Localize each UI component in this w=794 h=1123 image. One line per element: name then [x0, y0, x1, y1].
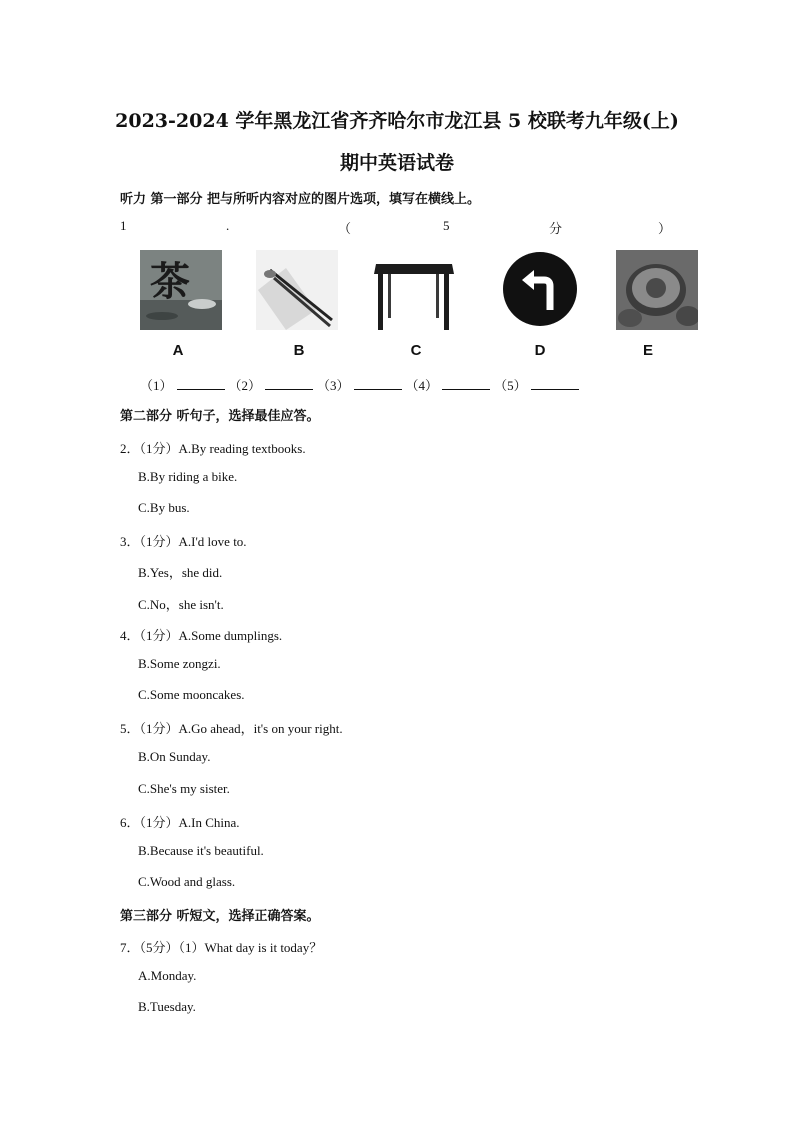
mooncake-image: [616, 250, 698, 330]
question-5-option-c: C.She's my sister.: [138, 781, 230, 796]
question-7-option-a: A.Monday.: [138, 968, 197, 983]
question-5-stem: 5．（1分）A.Go ahead，it's on your right.: [120, 721, 343, 736]
question-1-rparen: ）: [658, 221, 672, 236]
chopsticks-image: [256, 250, 338, 330]
question-3-stem: 3．（1分）A.I'd love to.: [120, 534, 247, 549]
turn-left-sign-image: [500, 250, 582, 330]
question-2-option-c: C.By bus.: [138, 500, 190, 515]
tea-glyph: 茶: [150, 259, 190, 305]
question-1-number: 1: [120, 218, 127, 233]
question-1-dot: .: [226, 218, 230, 233]
question-1-lparen: （: [338, 221, 352, 236]
answer-blank-2[interactable]: [265, 377, 313, 390]
blank-label-2: （2）: [228, 378, 262, 393]
part1-heading: 听力 第一部分 把与所听内容对应的图片选项，填写在横线上。: [120, 192, 481, 207]
blank-label-5: （5）: [494, 378, 527, 393]
question-7-stem: 7．（5分）（1）What day is it today？: [120, 940, 323, 955]
question-7-option-b: B.Tuesday.: [138, 999, 196, 1014]
part3-heading: 第三部分 听短文，选择正确答案。: [120, 909, 320, 924]
answer-blanks-row: [140, 375, 583, 394]
blank-label-4: （4）: [405, 378, 439, 393]
question-3-option-b: B.Yes，she did.: [138, 565, 223, 580]
question-4-stem: 4．（1分）A.Some dumplings.: [120, 628, 283, 643]
table-image: [374, 250, 456, 330]
blank-label-3: （3）: [317, 378, 350, 393]
blank-label-1: （1）: [140, 378, 173, 393]
question-6-option-c: C.Wood and glass.: [138, 874, 236, 889]
exam-title-line2: 期中英语试卷: [339, 152, 454, 174]
picture-label-c: C: [410, 342, 422, 359]
answer-blank-3[interactable]: [354, 377, 402, 390]
question-6-stem: 6．（1分）A.In China.: [120, 815, 240, 830]
question-5-option-b: B.On Sunday.: [138, 749, 211, 764]
question-6-option-b: B.Because it's beautiful.: [138, 843, 264, 858]
answer-blank-1[interactable]: [177, 377, 225, 390]
question-3-option-c: C.No，she isn't.: [138, 597, 224, 612]
picture-label-b: B: [293, 342, 305, 359]
exam-title-line1: 2023-2024 学年黑龙江省齐齐哈尔市龙江县 5 校联考九年级(上): [115, 110, 679, 132]
answer-blank-5[interactable]: [531, 377, 579, 390]
part2-heading: 第二部分 听句子，选择最佳应答。: [120, 409, 320, 424]
picture-label-e: E: [642, 342, 653, 359]
question-1-score: 5: [443, 218, 450, 233]
answer-blank-4[interactable]: [442, 377, 490, 390]
question-2-stem: 2．（1分）A.By reading textbooks.: [120, 441, 306, 456]
question-4-option-c: C.Some mooncakes.: [138, 687, 245, 702]
question-4-option-b: B.Some zongzi.: [138, 656, 221, 671]
picture-label-d: D: [534, 342, 546, 359]
tea-character-image: [140, 250, 222, 330]
question-2-option-b: B.By riding a bike.: [138, 469, 238, 484]
question-1-unit: 分: [549, 221, 563, 236]
picture-label-a: A: [172, 342, 184, 359]
